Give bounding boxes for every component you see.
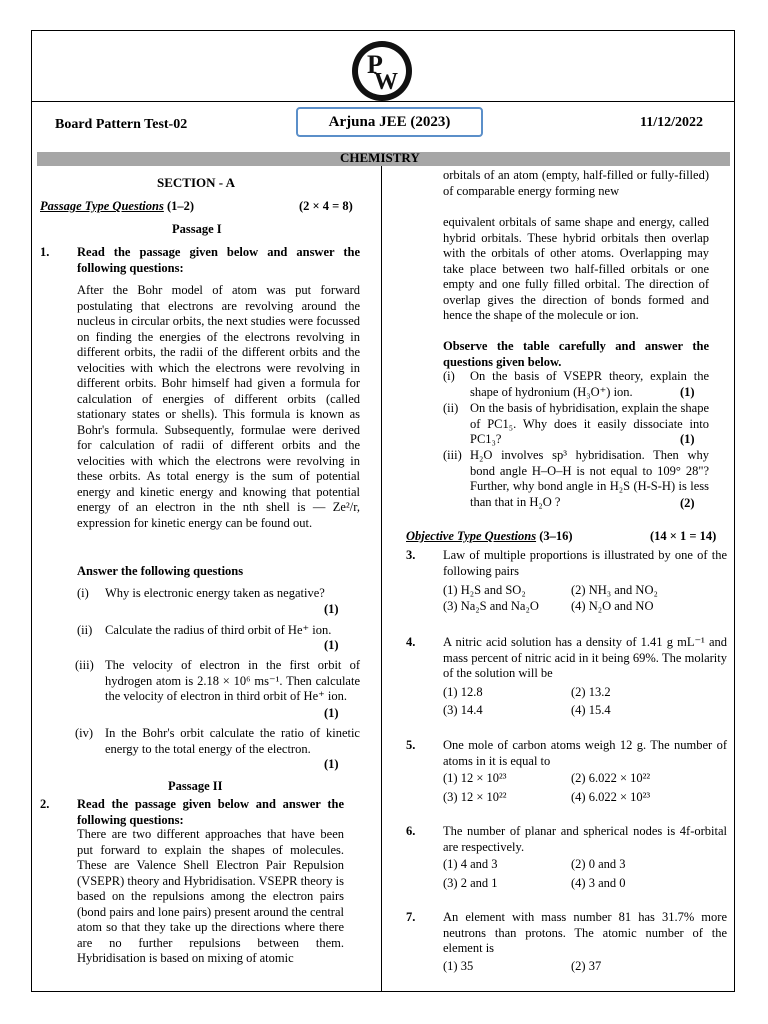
objective-heading: Objective Type Questions (3–16) [406, 529, 573, 543]
sub-question-text: Why is electronic energy taken as negative? [105, 586, 325, 600]
option: (4) 15.4 [571, 703, 611, 717]
marks-label: (2) [680, 496, 695, 510]
column-divider [381, 166, 382, 992]
question-instruction: Read the passage given below and answer the following questions: [77, 245, 360, 275]
sub-question-number: (iv) [75, 726, 94, 740]
sub-question-number: (ii) [443, 401, 459, 415]
question-number: 6. [406, 824, 416, 838]
option: (2) 6.022 × 10²² [571, 771, 651, 785]
section-title: SECTION - A [157, 175, 236, 190]
svg-text:P: P [367, 50, 383, 79]
marks-label: (1) [680, 385, 695, 399]
option: (1) H₂S and SO₂ [443, 583, 526, 597]
question-text: A nitric acid solution has a density of 1.41 g mL⁻¹ and mass percent of nitric acid in it being 69%. The molarity of the solution will be [443, 635, 727, 680]
sub-question-text: In the Bohr's orbit calculate the ratio of kinetic energy to the total energy of the electron. [105, 726, 360, 756]
option: (3) Na₂S and Na₂O [443, 599, 539, 613]
question-text: The number of planar and spherical nodes is 4f-orbital are respectively. [443, 824, 727, 854]
question-text: An element with mass number 81 has 31.7% more neutrons than protons. The atomic number of the element is [443, 910, 727, 955]
sub-question-text: H₂O involves sp³ hybridisation. Then why bond angle H–O–H is not equal to 109° 28"? Further, why bond angle in H₂S (H-S-H) is less than that in H₂O ? [470, 448, 709, 509]
marks-label: (1) [680, 432, 695, 446]
test-name: Board Pattern Test-02 [55, 117, 188, 132]
marks-label: (1) [324, 638, 339, 652]
test-date: 11/12/2022 [640, 115, 704, 130]
sub-question-number: (i) [443, 369, 455, 383]
option: (2) 37 [571, 959, 602, 973]
question-number: 4. [406, 635, 416, 649]
batch-badge: Arjuna JEE (2023) [296, 107, 483, 137]
marks-label: (1) [324, 757, 339, 771]
option: (1) 4 and 3 [443, 857, 498, 871]
question-text: Law of multiple proportions is illustrated by one of the following pairs [443, 548, 727, 578]
sub-question-number: (iii) [75, 658, 94, 672]
option: (3) 12 × 10²² [443, 790, 507, 804]
sub-question-text: The velocity of electron in the first orbit of hydrogen atom is 2.18 × 10⁶ ms⁻¹. Then calculate the velocity of electron in third orbit of He⁺ ion. [105, 658, 360, 703]
subject-title: CHEMISTRY [340, 150, 420, 165]
question-number: 2. [40, 797, 50, 811]
sub-question-text: Calculate the radius of third orbit of He⁺ ion. [105, 623, 332, 637]
option: (4) 6.022 × 10²³ [571, 790, 651, 804]
question-number: 7. [406, 910, 416, 924]
svg-text:W: W [374, 69, 398, 95]
option: (3) 2 and 1 [443, 876, 498, 890]
passage-text-continued: orbitals of an atom (empty, half-filled or fully-filled) of comparable energy forming new [443, 168, 709, 198]
question-number: 3. [406, 548, 416, 562]
sub-question-number: (i) [77, 586, 89, 600]
option: (2) 13.2 [571, 685, 611, 699]
sub-question-text: On the basis of VSEPR theory, explain the shape of hydronium (H₃O⁺) ion. [470, 369, 709, 399]
passage-text-continued: equivalent orbitals of same shape and energy, called hybrid orbitals. These hybrid orbitals then overlap with the orbitals of other atoms. Overlapping may take place between two half-filled orbitals or one empty and one fully filled orbital. The direction of overlap gives the direction of bonds formed and hence the shape of the molecule or ion. [443, 215, 709, 322]
option: (2) 0 and 3 [571, 857, 626, 871]
option: (1) 12 × 10²³ [443, 771, 507, 785]
passage-text: After the Bohr model of atom was put forward postulating that electrons are revolving around the nucleus in circular orbits, the next studies were focussed on finding the energies of the electrons revolving in different orbits, the radii of the different orbits and the velocities with which the electrons were revolving in different orbits. Bohr himself had given a formula for calculation of energies of different orbits (called stationary states or shells). This formula is known as Bohr's formula. Subsequently, formulae were derived for calculation of radii of different orbits and the velocities with which the electrons were revolving in these orbits. As total energy is the sum of potential energy and kinetic energy and knowing that potential energy of an electron in the nth shell is — Ze²/r, expression for kinetic energy can be found out. [77, 283, 360, 530]
option: (4) N₂O and NO [571, 599, 654, 613]
option: (2) NH₃ and NO₂ [571, 583, 658, 597]
passage-type-heading: Passage Type Questions (1–2) [40, 199, 195, 213]
marks-label: (1) [324, 602, 339, 616]
passage-1-title: Passage I [172, 222, 222, 236]
sub-question-number: (ii) [77, 623, 93, 637]
passage-2-title: Passage II [168, 779, 223, 793]
option: (3) 14.4 [443, 703, 483, 717]
option: (1) 12.8 [443, 685, 483, 699]
sub-question-text: On the basis of hybridisation, explain the shape of PC1₅. Why does it easily dissociate into PC1₃? [470, 401, 709, 446]
question-number: 1. [40, 245, 50, 259]
header-divider [31, 101, 735, 102]
question-text: One mole of carbon atoms weigh 12 g. The number of atoms in it is equal to [443, 738, 727, 768]
option: (4) 3 and 0 [571, 876, 626, 890]
sub-question-number: (iii) [443, 448, 462, 462]
observe-instruction: Observe the table carefully and answer the questions given below. [443, 339, 709, 369]
answer-heading: Answer the following questions [77, 564, 244, 578]
passage-text: There are two different approaches that have been put forward to explain the shapes of molecules. These are Valence Shell Electron Pair Repulsion (VSEPR) theory and Hybridisation. VSEPR theory is based on the repulsions among the electron pairs (bond pairs and lone pairs) present around the central atom so that they take up the directions where there are no further repulsions between them. Hybridisation is based on mixing of atomic [77, 827, 344, 965]
objective-marks: (14 × 1 = 14) [650, 529, 717, 543]
passage-type-marks: (2 × 4 = 8) [299, 199, 353, 213]
pw-logo [350, 39, 414, 103]
question-number: 5. [406, 738, 416, 752]
question-instruction: Read the passage given below and answer the following questions: [77, 797, 344, 827]
marks-label: (1) [324, 706, 339, 720]
option: (1) 35 [443, 959, 474, 973]
